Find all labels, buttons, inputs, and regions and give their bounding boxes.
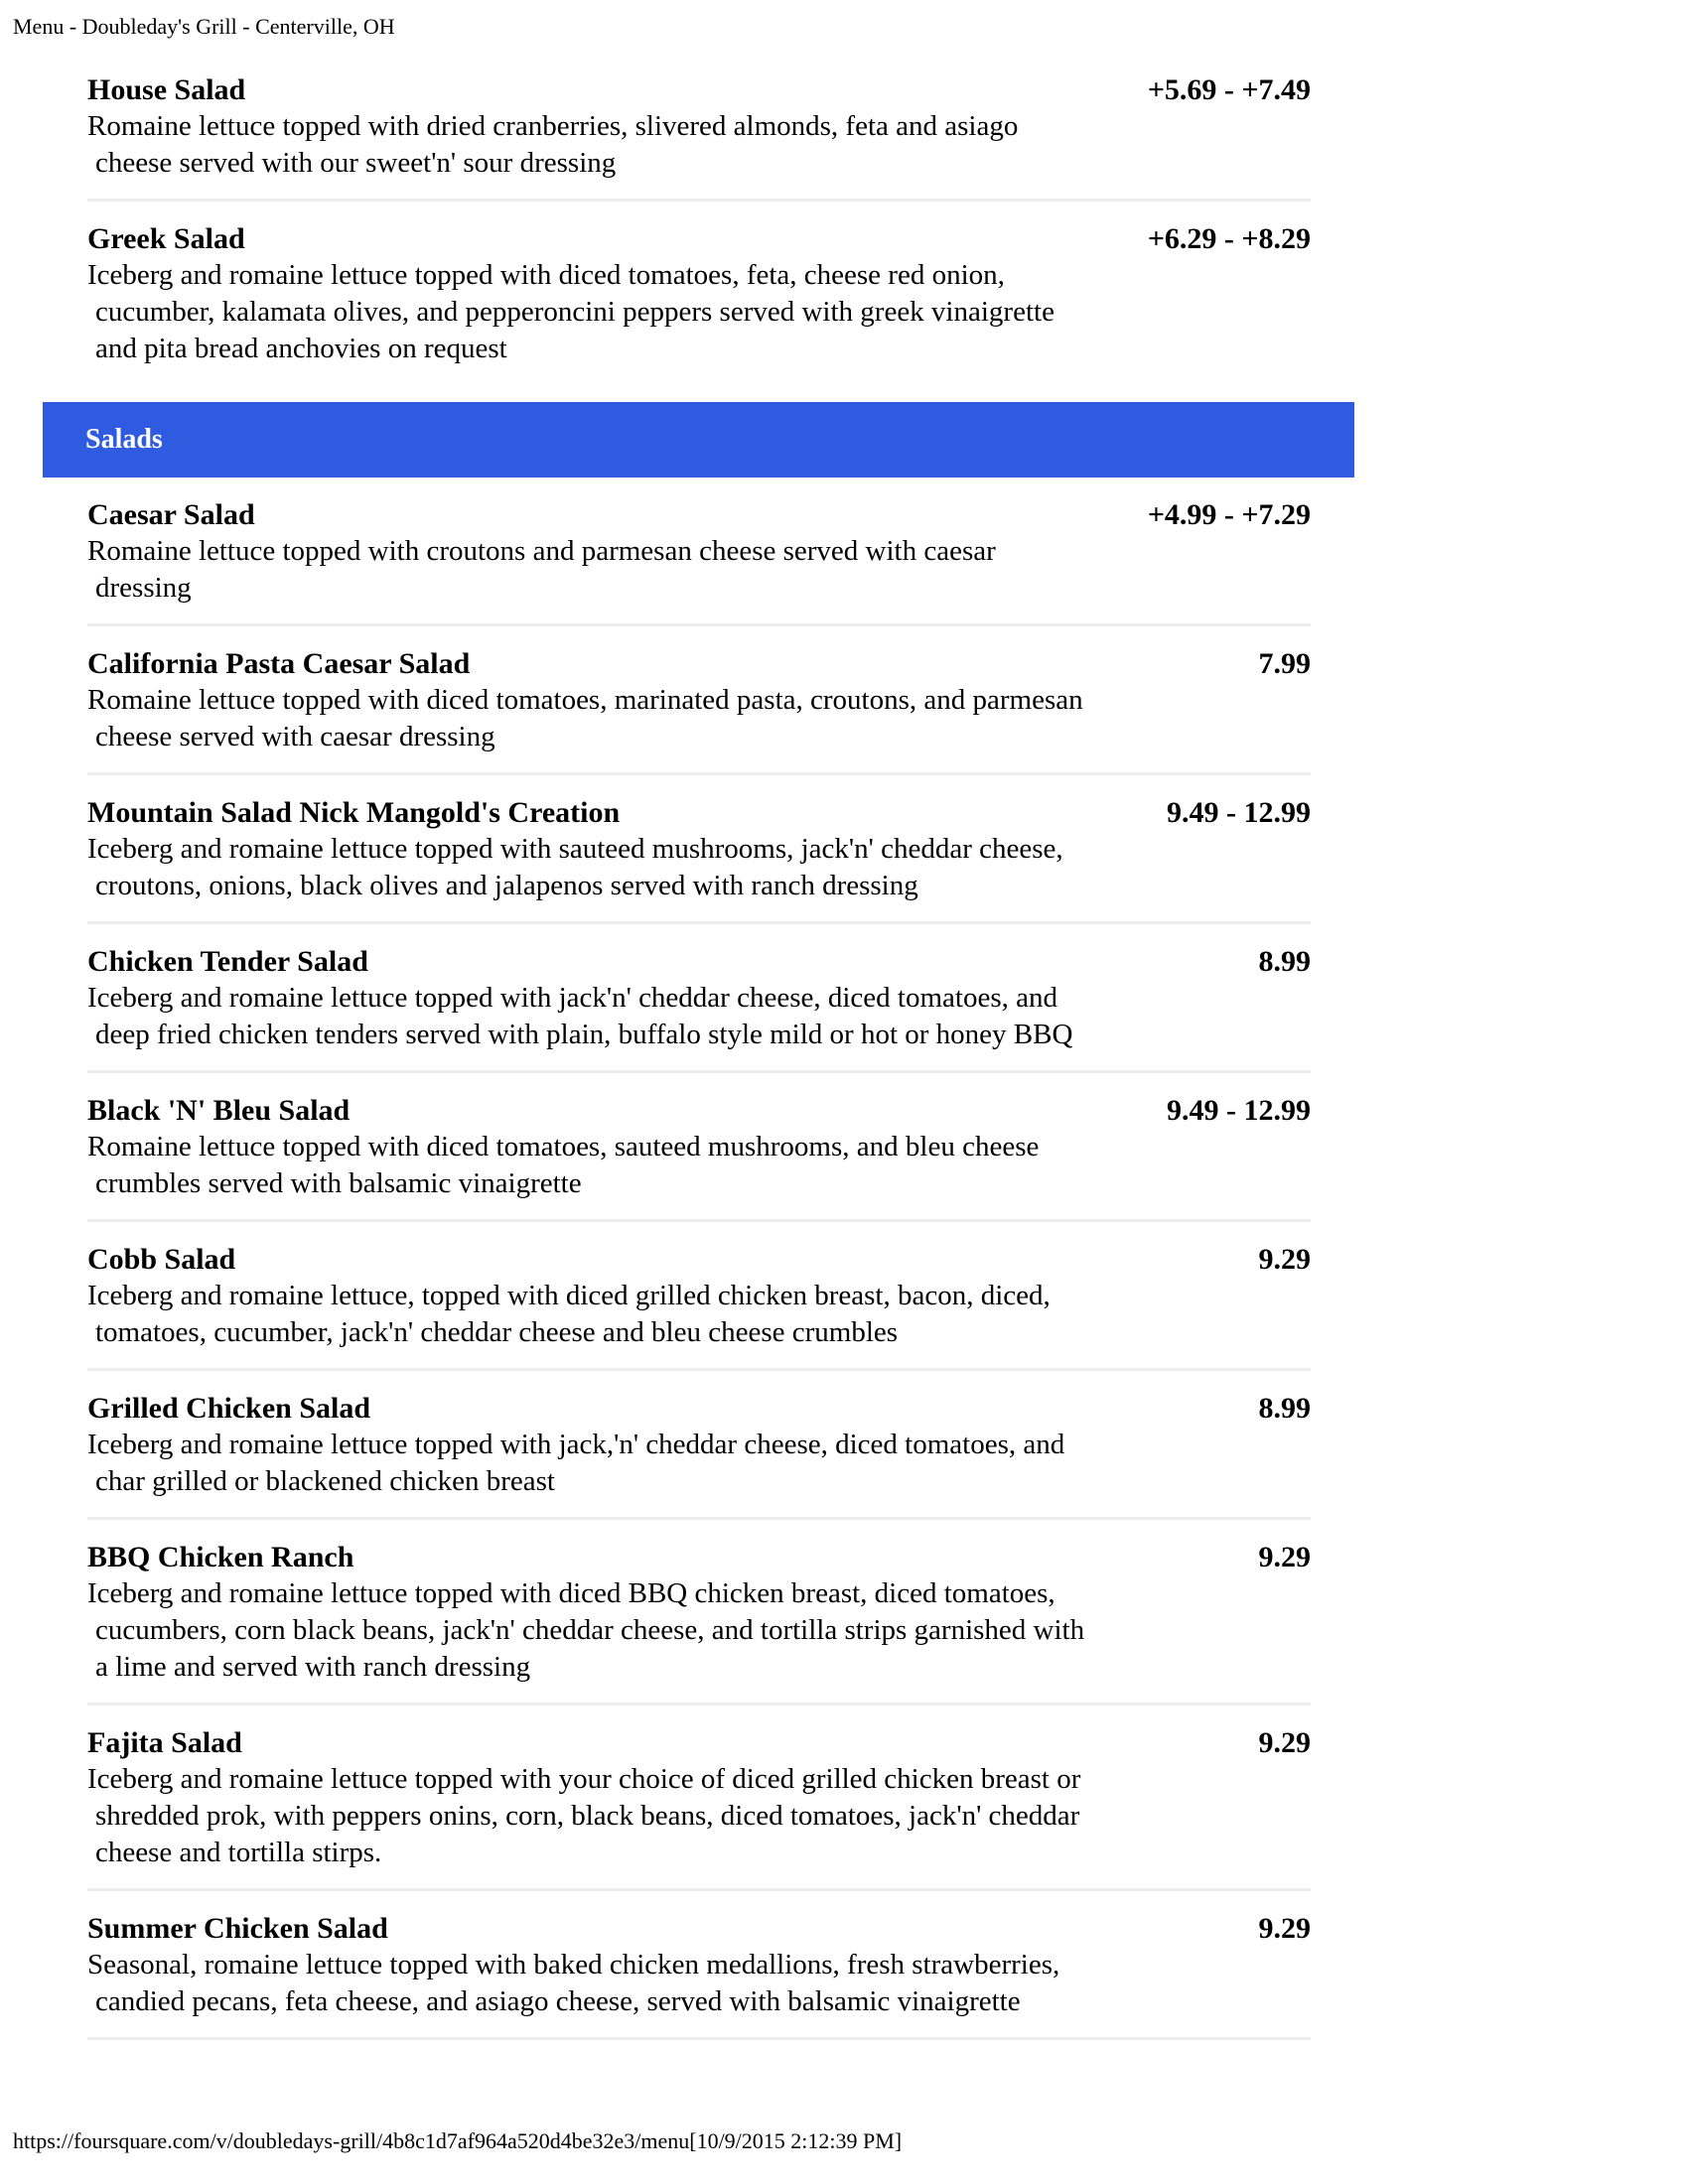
menu-item-price: +5.69 - +7.49 bbox=[1147, 73, 1311, 106]
menu-item-name: BBQ Chicken Ranch bbox=[87, 1541, 354, 1573]
menu-item-header bbox=[87, 71, 1311, 108]
description-line: Iceberg and romaine lettuce, topped with diced grilled chicken breast, bacon, diced, bbox=[87, 1280, 1051, 1311]
description-line: dressing bbox=[95, 572, 192, 604]
menu-item-description bbox=[87, 1278, 1311, 1351]
menu-item-description bbox=[87, 831, 1311, 904]
menu-item-price: +6.29 - +8.29 bbox=[1147, 222, 1311, 255]
menu-item-header bbox=[87, 1539, 1311, 1575]
description-line: Romaine lettuce topped with dried cranberries, slivered almonds, feta and asiago bbox=[87, 110, 1019, 142]
description-line: shredded prok, with peppers onins, corn, black beans, diced tomatoes, jack'n' cheddar bbox=[95, 1800, 1080, 1832]
menu-item-header bbox=[87, 1724, 1311, 1761]
description-line: crumbles served with balsamic vinaigrette bbox=[95, 1167, 582, 1199]
salads-items bbox=[43, 478, 1354, 2040]
menu-item-name: Mountain Salad Nick Mangold's Creation bbox=[87, 796, 621, 829]
description-line: candied pecans, feta cheese, and asiago cheese, served with balsamic vinaigrette bbox=[95, 1985, 1021, 2017]
page-header-title: Menu - Doubleday's Grill - Centerville, OH bbox=[13, 14, 395, 39]
description-line: Iceberg and romaine lettuce topped with jack,'n' cheddar cheese, diced tomatoes, and bbox=[87, 1429, 1065, 1460]
menu-item bbox=[87, 478, 1311, 626]
menu-item-price: 9.49 - 12.99 bbox=[1167, 1094, 1311, 1127]
menu-item-description bbox=[87, 1129, 1311, 1202]
description-line: croutons, onions, black olives and jalapenos served with ranch dressing bbox=[95, 870, 918, 901]
menu-item-name: Fajita Salad bbox=[87, 1726, 242, 1759]
menu-item-name: Greek Salad bbox=[87, 222, 245, 255]
menu-item-header bbox=[87, 1092, 1311, 1129]
menu-item-price: 8.99 bbox=[1258, 945, 1311, 978]
description-line: Iceberg and romaine lettuce topped with diced tomatoes, feta, cheese red onion, bbox=[87, 259, 1005, 291]
menu-item-name: Grilled Chicken Salad bbox=[87, 1392, 371, 1425]
description-line: deep fried chicken tenders served with plain, buffalo style mild or hot or honey BBQ bbox=[95, 1019, 1073, 1050]
menu-item bbox=[87, 626, 1311, 775]
description-line: Iceberg and romaine lettuce topped with diced BBQ chicken breast, diced tomatoes, bbox=[87, 1577, 1055, 1609]
page-footer-url: https://foursquare.com/v/doubledays-grill/4b8c1d7af964a520d4be32e3/menu[10/9/2015 2:12:39 PM] bbox=[13, 2128, 903, 2153]
menu-item-header bbox=[87, 1241, 1311, 1278]
menu-item-description bbox=[87, 1761, 1311, 1871]
description-line: cucumbers, corn black beans, jack'n' cheddar cheese, and tortilla strips garnished with bbox=[95, 1614, 1085, 1646]
menu-item-description bbox=[87, 1575, 1311, 1686]
description-line: Seasonal, romaine lettuce topped with baked chicken medallions, fresh strawberries, bbox=[87, 1949, 1060, 1980]
menu-item-name: California Pasta Caesar Salad bbox=[87, 647, 471, 680]
menu-item-price: +4.99 - +7.29 bbox=[1147, 498, 1311, 531]
menu-item-header bbox=[87, 496, 1311, 533]
menu-item-name: Cobb Salad bbox=[87, 1243, 236, 1276]
description-line: cheese and tortilla stirps. bbox=[95, 1837, 382, 1868]
menu-item-name: Black 'N' Bleu Salad bbox=[87, 1094, 351, 1127]
menu-item-name: House Salad bbox=[87, 73, 246, 106]
menu-item bbox=[87, 1706, 1311, 1891]
description-line: Iceberg and romaine lettuce topped with your choice of diced grilled chicken breast or bbox=[87, 1763, 1081, 1795]
description-line: Romaine lettuce topped with croutons and parmesan cheese served with caesar bbox=[87, 535, 996, 567]
menu-item-price: 9.49 - 12.99 bbox=[1167, 796, 1311, 829]
pre-section-items bbox=[43, 53, 1354, 384]
description-line: cheese served with caesar dressing bbox=[95, 721, 495, 752]
menu-item-price: 7.99 bbox=[1258, 647, 1311, 680]
menu-item-description bbox=[87, 108, 1311, 182]
menu-item bbox=[87, 1371, 1311, 1520]
menu-item-name: Summer Chicken Salad bbox=[87, 1912, 388, 1945]
description-line: a lime and served with ranch dressing bbox=[95, 1651, 531, 1683]
description-line: and pita bread anchovies on request bbox=[95, 333, 507, 364]
menu-item bbox=[87, 202, 1311, 384]
menu-item-price: 9.29 bbox=[1258, 1912, 1311, 1945]
menu-item-header bbox=[87, 645, 1311, 682]
menu-item-name: Caesar Salad bbox=[87, 498, 255, 531]
menu-item bbox=[87, 775, 1311, 924]
menu-item-name: Chicken Tender Salad bbox=[87, 945, 368, 978]
menu-item-description bbox=[87, 1427, 1311, 1500]
menu-item-header bbox=[87, 1910, 1311, 1947]
description-line: Iceberg and romaine lettuce topped with jack'n' cheddar cheese, diced tomatoes, and bbox=[87, 982, 1057, 1014]
menu-item-price: 9.29 bbox=[1258, 1541, 1311, 1573]
menu-item-price: 9.29 bbox=[1258, 1243, 1311, 1276]
menu-item-description bbox=[87, 257, 1311, 367]
description-line: Romaine lettuce topped with diced tomatoes, marinated pasta, croutons, and parmesan bbox=[87, 684, 1083, 716]
description-line: tomatoes, cucumber, jack'n' cheddar cheese and bleu cheese crumbles bbox=[95, 1316, 899, 1348]
description-line: cheese served with our sweet'n' sour dressing bbox=[95, 147, 617, 179]
menu-item-header bbox=[87, 1390, 1311, 1427]
section-header-salads: Salads bbox=[43, 402, 1354, 478]
menu bbox=[43, 53, 1354, 2040]
description-line: Iceberg and romaine lettuce topped with sauteed mushrooms, jack'n' cheddar cheese, bbox=[87, 833, 1063, 865]
description-line: cucumber, kalamata olives, and pepperoncini peppers served with greek vinaigrette bbox=[95, 296, 1055, 328]
menu-item-header bbox=[87, 794, 1311, 831]
menu-item bbox=[87, 924, 1311, 1073]
menu-item-price: 9.29 bbox=[1258, 1726, 1311, 1759]
menu-item bbox=[87, 1073, 1311, 1222]
menu-item-description bbox=[87, 1947, 1311, 2020]
menu-item bbox=[87, 1222, 1311, 1371]
menu-item-description bbox=[87, 980, 1311, 1053]
description-line: Romaine lettuce topped with diced tomatoes, sauteed mushrooms, and bleu cheese bbox=[87, 1131, 1040, 1162]
description-line: char grilled or blackened chicken breast bbox=[95, 1465, 555, 1497]
menu-item-price: 8.99 bbox=[1258, 1392, 1311, 1425]
menu-item bbox=[87, 1891, 1311, 2040]
menu-item bbox=[87, 1520, 1311, 1706]
menu-item bbox=[87, 53, 1311, 202]
menu-item-description bbox=[87, 533, 1311, 607]
menu-item-header bbox=[87, 220, 1311, 257]
menu-item-header bbox=[87, 943, 1311, 980]
menu-item-description bbox=[87, 682, 1311, 755]
